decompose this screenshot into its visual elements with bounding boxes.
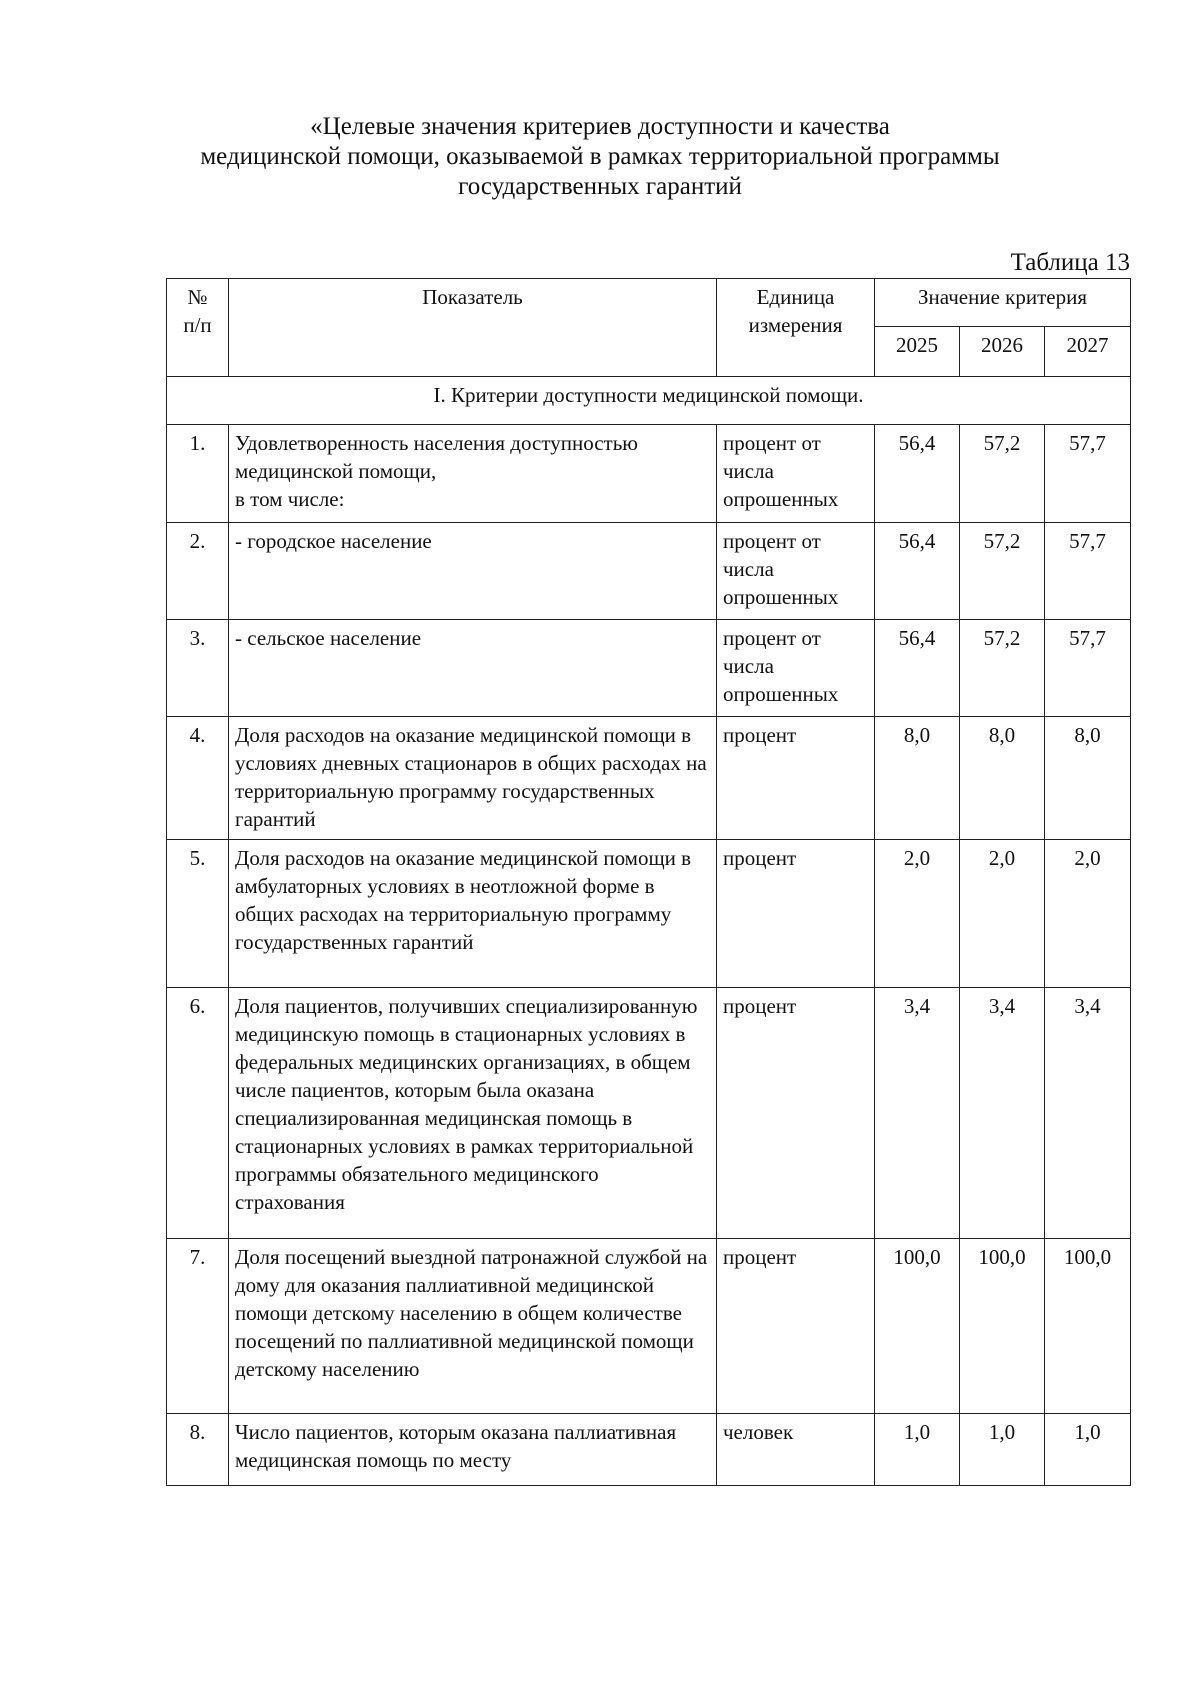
unit-cell: человек	[717, 1414, 875, 1486]
value-2026: 100,0	[960, 1239, 1045, 1414]
indicator-text: Удовлетворенность населения доступностью медицинской помощи,	[235, 431, 638, 483]
indicator-cell: - городское население	[229, 523, 717, 620]
table-row	[167, 425, 1131, 523]
value-2025: 56,4	[875, 523, 960, 620]
unit-cell: процент от числа опрошенных	[717, 425, 875, 523]
value-2027: 8,0	[1045, 717, 1131, 840]
header-year-2026: 2026	[960, 327, 1045, 377]
title-line-3: государственных гарантий	[458, 173, 742, 200]
row-number: 1.	[167, 425, 229, 523]
header-number	[167, 279, 229, 377]
unit-cell: процент	[717, 840, 875, 988]
value-2027: 57,7	[1045, 523, 1131, 620]
title-line-1: «Целевые значения критериев доступности и качества	[310, 113, 890, 140]
header-year-2027: 2027	[1045, 327, 1131, 377]
value-2026: 57,2	[960, 523, 1045, 620]
value-2027: 3,4	[1045, 988, 1131, 1239]
row-number: 5.	[167, 840, 229, 988]
value-2027: 1,0	[1045, 1414, 1131, 1486]
indicator-cell: - сельское население	[229, 620, 717, 717]
row-number: 3.	[167, 620, 229, 717]
value-2027: 100,0	[1045, 1239, 1131, 1414]
value-2025: 56,4	[875, 425, 960, 523]
criteria-table	[166, 278, 1131, 1486]
unit-cell: процент	[717, 1239, 875, 1414]
indicator-cell: Число пациентов, которым оказана паллиативная медицинская помощь по месту	[229, 1414, 717, 1486]
value-2025: 100,0	[875, 1239, 960, 1414]
table-row	[167, 620, 1131, 717]
unit-cell: процент	[717, 988, 875, 1239]
indicator-text-extra: в том числе:	[235, 487, 345, 511]
value-2027: 57,7	[1045, 425, 1131, 523]
indicator-cell: Доля расходов на оказание медицинской помощи в амбулаторных условиях в неотложной форме в общих расходах на территориальную программу государственных гарантий	[229, 840, 717, 988]
indicator-cell: Доля расходов на оказание медицинской помощи в условиях дневных стационаров в общих расходах на территориальную программу государственных гарантий	[229, 717, 717, 840]
table-row	[167, 523, 1131, 620]
header-number-abbrev: п/п	[183, 313, 212, 337]
document-title	[100, 112, 1100, 202]
value-2025: 1,0	[875, 1414, 960, 1486]
row-number: 4.	[167, 717, 229, 840]
header-indicator: Показатель	[229, 279, 717, 377]
title-line-2: медицинской помощи, оказываемой в рамках территориальной программы	[200, 143, 1000, 170]
value-2026: 3,4	[960, 988, 1045, 1239]
unit-cell: процент от числа опрошенных	[717, 523, 875, 620]
table-row	[167, 1414, 1131, 1486]
unit-cell: процент от числа опрошенных	[717, 620, 875, 717]
header-number-symbol: №	[187, 285, 208, 309]
value-2026: 1,0	[960, 1414, 1045, 1486]
value-2026: 8,0	[960, 717, 1045, 840]
table-row	[167, 988, 1131, 1239]
value-2025: 3,4	[875, 988, 960, 1239]
section-title: I. Критерии доступности медицинской помощи.	[167, 377, 1131, 425]
value-2025: 8,0	[875, 717, 960, 840]
table-caption: Таблица 13	[1010, 249, 1130, 276]
header-unit-line2: измерения	[748, 313, 843, 337]
indicator-cell	[229, 425, 717, 523]
header-unit	[717, 279, 875, 377]
row-number: 6.	[167, 988, 229, 1239]
value-2026: 57,2	[960, 425, 1045, 523]
value-2026: 57,2	[960, 620, 1045, 717]
header-year-2025: 2025	[875, 327, 960, 377]
unit-cell: процент	[717, 717, 875, 840]
table-row	[167, 717, 1131, 840]
value-2026: 2,0	[960, 840, 1045, 988]
row-number: 2.	[167, 523, 229, 620]
section-row	[167, 377, 1131, 425]
row-number: 7.	[167, 1239, 229, 1414]
value-2025: 56,4	[875, 620, 960, 717]
table-row	[167, 840, 1131, 988]
header-row-1	[167, 279, 1131, 327]
indicator-cell: Доля пациентов, получивших специализированную медицинскую помощь в стационарных условиях в федеральных медицинских организациях, в общем числе пациентов, которым была оказана специализированная медицинская помощь в стационарных условиях в рамках территориальной программы обязательного медицинского страхования	[229, 988, 717, 1239]
value-2025: 2,0	[875, 840, 960, 988]
row-number: 8.	[167, 1414, 229, 1486]
header-value-group: Значение критерия	[875, 279, 1131, 327]
value-2027: 57,7	[1045, 620, 1131, 717]
indicator-cell: Доля посещений выездной патронажной службой на дому для оказания паллиативной медицинской помощи детскому населению в общем количестве посещений по паллиативной медицинской помощи детскому населению	[229, 1239, 717, 1414]
value-2027: 2,0	[1045, 840, 1131, 988]
header-unit-line1: Единица	[756, 285, 835, 309]
table-row	[167, 1239, 1131, 1414]
